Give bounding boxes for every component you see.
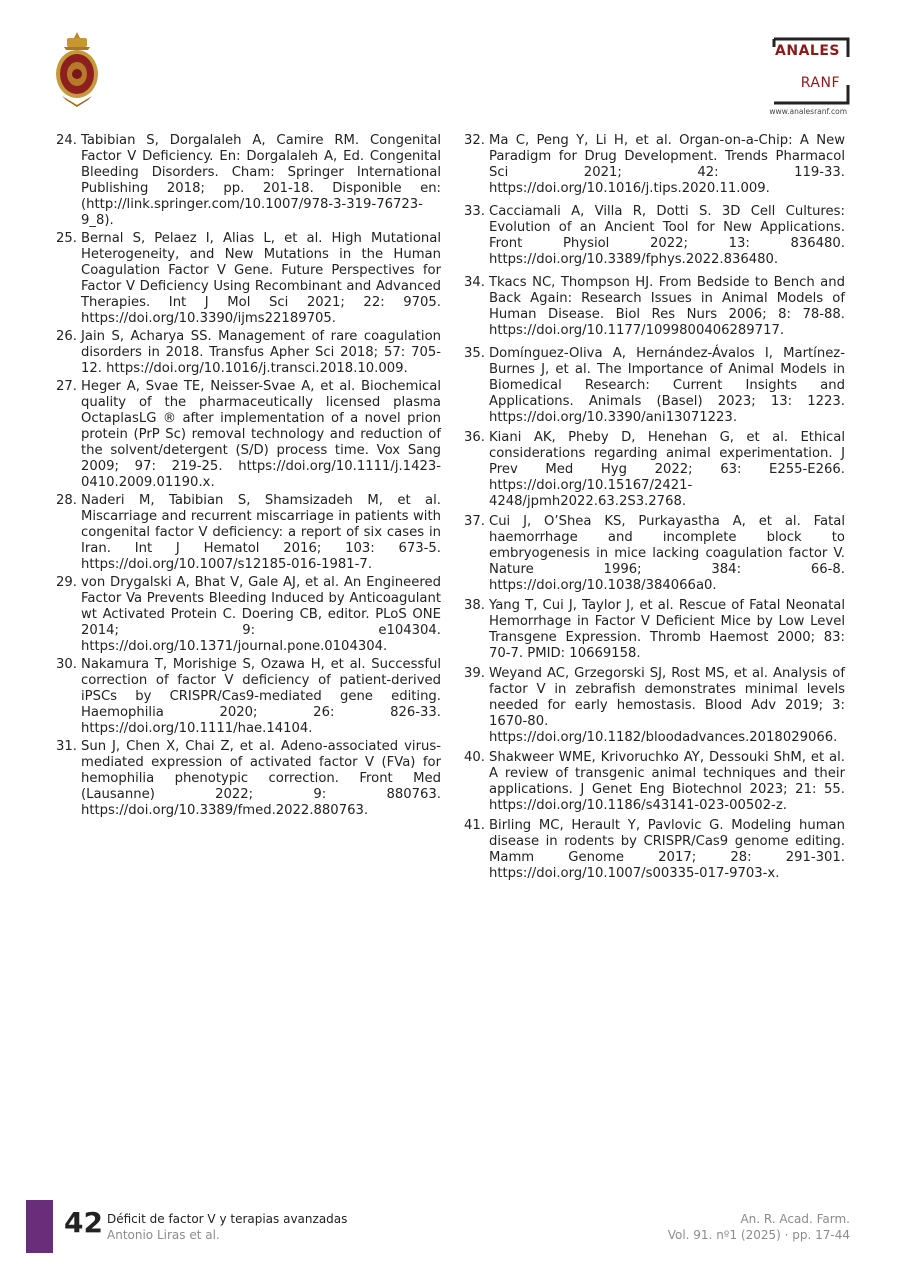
reference-text: von Drygalski A, Bhat V, Gale AJ, et al. An Engineered Factor Va Prevents Bleeding Induced by Anticoagulant wt Activated Protein C. Doering CB, editor. PLoS ONE 2014; 9: e104304. https://doi.org/10.1371/journal.pone.0104304. bbox=[80, 575, 441, 654]
academy-crest-icon bbox=[52, 30, 102, 108]
references-left-column bbox=[56, 133, 441, 819]
reference-text: Cui J, O’Shea KS, Purkayastha A, et al. Fatal haemorrhage and incomplete block to embryogenesis in mice lacking coagulation factor V. Nature 1996; 384: 66-8. https://doi.org/10.1038/384066a0. bbox=[488, 514, 845, 593]
reference-text: Birling MC, Herault Y, Pavlovic G. Modeling human disease in rodents by CRISPR/Cas9 genome editing. Mamm Genome 2017; 28: 291-301. https://doi.org/10.1007/s00335-017-9703-x. bbox=[488, 818, 845, 881]
reference-number: 40. bbox=[464, 750, 485, 765]
logo-subtitle: RANF bbox=[800, 75, 840, 91]
reference-item bbox=[464, 346, 845, 426]
reference-item bbox=[464, 598, 845, 662]
reference-number: 26. bbox=[56, 329, 77, 344]
running-authors: Antonio Liras et al. bbox=[107, 1228, 220, 1242]
reference-item bbox=[56, 657, 441, 737]
reference-item bbox=[464, 666, 845, 746]
references-right-column bbox=[464, 133, 845, 882]
reference-number: 35. bbox=[464, 346, 485, 361]
reference-item bbox=[56, 493, 441, 573]
reference-item bbox=[56, 329, 441, 377]
running-title: Déficit de factor V y terapias avanzadas bbox=[107, 1212, 348, 1226]
reference-number: 28. bbox=[56, 493, 77, 508]
reference-text: Cacciamali A, Villa R, Dotti S. 3D Cell Cultures: Evolution of an Ancient Tool for New Applications. Front Physiol 2022; 13: 836480. https://doi.org/10.3389/fphys.2022.836480. bbox=[488, 204, 845, 267]
reference-text: Sun J, Chen X, Chai Z, et al. Adeno-associated virus-mediated expression of activated factor V (FVa) for hemophilia phenotypic correction. Front Med (Lausanne) 2022; 9: 880763. https://doi.org/10.3389/fmed.2022.880763. bbox=[80, 739, 441, 818]
journal-name: An. R. Acad. Farm. bbox=[740, 1212, 850, 1226]
reference-text: Tabibian S, Dorgalaleh A, Camire RM. Congenital Factor V Deficiency. En: Dorgalaleh A, Ed. Congenital Bleeding Disorders. Cham: Springer International Publishing 2018; pp. 201-18. Disponible en: (http://link.springer.com/10.1007/978-3-319-76723-9_8). bbox=[80, 133, 441, 228]
reference-item bbox=[464, 514, 845, 594]
reference-item bbox=[56, 379, 441, 491]
reference-number: 38. bbox=[464, 598, 485, 613]
page-number: 42 bbox=[64, 1206, 103, 1239]
journal-url: www.analesranf.com bbox=[769, 107, 847, 116]
reference-number: 32. bbox=[464, 133, 485, 148]
reference-number: 31. bbox=[56, 739, 77, 754]
reference-text: Ma C, Peng Y, Li H, et al. Organ-on-a-Chip: A New Paradigm for Drug Development. Trends Pharmacol Sci 2021; 42: 119-33. https://doi.org/10.1016/j.tips.2020.11.009. bbox=[488, 133, 845, 196]
reference-item bbox=[464, 133, 845, 197]
footer-accent-bar bbox=[26, 1200, 53, 1253]
reference-number: 37. bbox=[464, 514, 485, 529]
reference-number: 29. bbox=[56, 575, 77, 590]
reference-number: 36. bbox=[464, 430, 485, 445]
journal-logo bbox=[738, 37, 850, 115]
reference-text: Yang T, Cui J, Taylor J, et al. Rescue of Fatal Neonatal Hemorrhage in Factor V Deficient Mice by Low Level Transgene Expression. Thromb Haemost 2000; 83: 70-7. PMID: 10669158. bbox=[488, 598, 845, 661]
reference-text: Shakweer WME, Krivoruchko AY, Dessouki ShM, et al. A review of transgenic animal techniques and their applications. J Genet Eng Biotechnol 2023; 21: 55. https://doi.org/10.1186/s43141-023-00502-z. bbox=[488, 750, 845, 813]
reference-text: Weyand AC, Grzegorski SJ, Rost MS, et al. Analysis of factor V in zebrafish demonstrates minimal levels needed for early hemostasis. Blood Adv 2019; 3: 1670-80. https://doi.org/10.1182/bloodadvances.2018029066. bbox=[488, 666, 845, 745]
reference-text: Domínguez-Oliva A, Hernández-Ávalos I, Martínez-Burnes J, et al. The Importance of Animal Models in Biomedical Research: Current Insights and Applications. Animals (Basel) 2023; 13: 1223. https://doi.org/10.3390/ani13071223. bbox=[488, 346, 845, 425]
reference-number: 25. bbox=[56, 231, 77, 246]
reference-item bbox=[464, 275, 845, 339]
reference-item bbox=[464, 818, 845, 882]
reference-item bbox=[56, 133, 441, 229]
reference-number: 34. bbox=[464, 275, 485, 290]
reference-item bbox=[56, 231, 441, 327]
reference-text: Nakamura T, Morishige S, Ozawa H, et al. Successful correction of factor V deficiency of patient-derived iPSCs by CRISPR/Cas9-mediated gene editing. Haemophilia 2020; 26: 826-33. https://doi.org/10.1111/hae.14104. bbox=[80, 657, 441, 736]
reference-text: Jain S, Acharya SS. Management of rare coagulation disorders in 2018. Transfus Apher Sci 2018; 57: 705-12. https://doi.org/10.1016/j.transci.2018.10.009. bbox=[80, 329, 441, 376]
reference-number: 41. bbox=[464, 818, 485, 833]
reference-item bbox=[464, 204, 845, 268]
reference-item bbox=[464, 750, 845, 814]
reference-item bbox=[464, 430, 845, 510]
journal-volume: Vol. 91. nº1 (2025) · pp. 17-44 bbox=[667, 1228, 850, 1242]
reference-text: Heger A, Svae TE, Neisser-Svae A, et al. Biochemical quality of the pharmaceutically licensed plasma OctaplasLG ® after implementation of a novel prion protein (PrP Sc) removal technology and reduction of the solvent/detergent (S/D) process time. Vox Sang 2009; 97: 219-25. https://doi.org/10.1111/j.1423-0410.2009.01190.x. bbox=[80, 379, 441, 490]
reference-item bbox=[56, 739, 441, 819]
reference-number: 30. bbox=[56, 657, 77, 672]
reference-item bbox=[56, 575, 441, 655]
reference-text: Kiani AK, Pheby D, Henehan G, et al. Ethical considerations regarding animal experimentation. J Prev Med Hyg 2022; 63: E255-E266. https://doi.org/10.15167/2421-4248/jpmh2022.63.2S3.2768. bbox=[488, 430, 845, 509]
reference-number: 24. bbox=[56, 133, 77, 148]
reference-number: 39. bbox=[464, 666, 485, 681]
reference-number: 33. bbox=[464, 204, 485, 219]
reference-text: Bernal S, Pelaez I, Alias L, et al. High Mutational Heterogeneity, and New Mutations in the Human Coagulation Factor V Gene. Future Perspectives for Factor V Deficiency Using Recombinant and Advanced Therapies. Int J Mol Sci 2021; 22: 9705. https://doi.org/10.3390/ijms22189705. bbox=[80, 231, 441, 326]
reference-text: Tkacs NC, Thompson HJ. From Bedside to Bench and Back Again: Research Issues in Animal Models of Human Disease. Biol Res Nurs 2006; 8: 78-88. https://doi.org/10.1177/1099800406289717. bbox=[488, 275, 845, 338]
logo-title: ANALES bbox=[775, 43, 840, 59]
reference-text: Naderi M, Tabibian S, Shamsizadeh M, et al. Miscarriage and recurrent miscarriage in patients with congenital factor V deficiency: a report of six cases in Iran. Int J Hematol 2016; 103: 673-5. https://doi.org/10.1007/s12185-016-1981-7. bbox=[80, 493, 441, 572]
reference-number: 27. bbox=[56, 379, 77, 394]
